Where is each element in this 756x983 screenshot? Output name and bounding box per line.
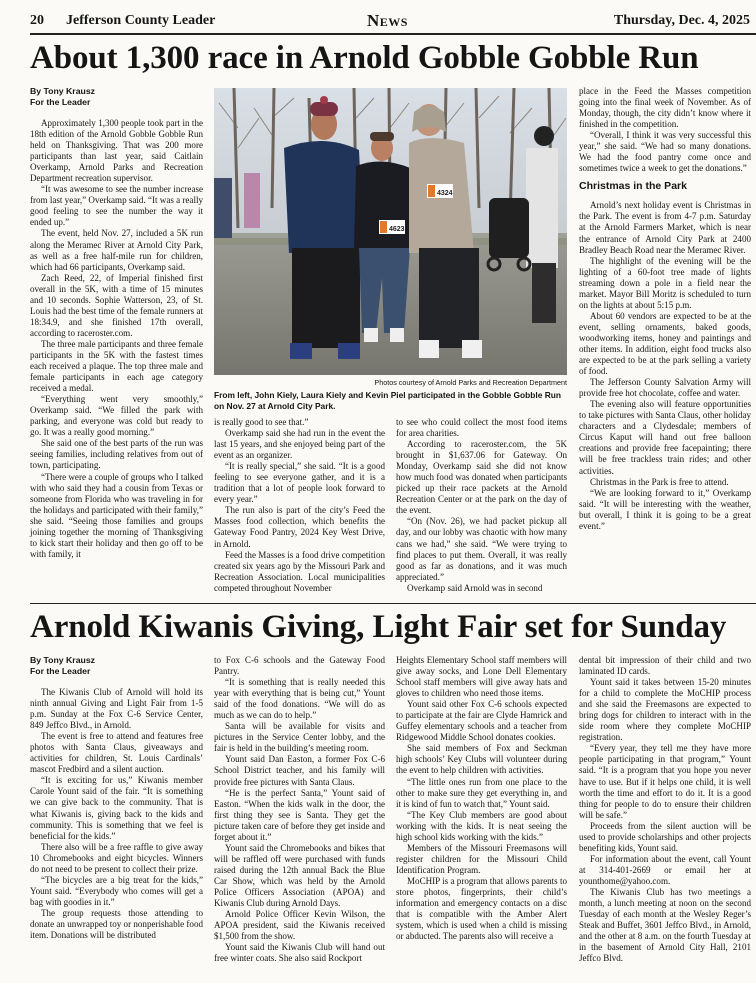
story1-byline: [30, 86, 203, 108]
story2-paragraph: For information about the event, call Yount at 314-401-2669 or email her at younthome@yahoo.com.: [579, 853, 751, 886]
story-divider: [30, 603, 756, 604]
story2-paragraph: Yount said Dan Easton, a former Fox C-6 School District teacher, and his family will provide free pictures with Santa Claus.: [214, 754, 385, 787]
story2-paragraph: Yount said other Fox C-6 schools expected to participate at the fair are Clyde Hamrick and Guffey elementary schools and a teacher from Ridgewood Middle School donates cookies.: [396, 699, 567, 743]
story2-paragraph: Members of the Missouri Freemasons will register children for the Missouri Child Identification Program.: [396, 842, 567, 875]
story1-column-3: [396, 417, 567, 594]
story1-byline-name: By Tony Krausz: [30, 86, 96, 96]
story1-paragraph: According to raceroster.com, the 5K brought in $1,637.06 for Gateway. On Monday, Overkamp said she did not know how much food was donated when participants picked up their race packets at the Arnold Recreation Center or at the park on the day of the event.: [396, 439, 567, 516]
story1-paragraph: “On (Nov. 26), we had packet pickup all day, and our lobby was chaotic with how many cans we had,” she said. “We were trying to find places to put them. Overall, it was really good as far as donations, and it was much appreciated.”: [396, 516, 567, 582]
story1-column-1: [30, 86, 203, 560]
story2-paragraph: “The bicycles are a big treat for the kids,” Yount said. “Everybody who comes will get a bag with goodies in it.”: [30, 874, 203, 907]
story1-paragraph: Zach Reed, 22, of Imperial finished first overall in the 5K, with a time of 15 minutes and 10 seconds. Sophie Watterson, 23, of St. Louis had the best time of the female runners at 18:34.9, and she finished 17th overall, according to raceroster.com.: [30, 272, 203, 338]
story1-headline: About 1,300 race in Arnold Gobble Gobble Run: [30, 40, 699, 76]
story1-paragraph: Christmas in the Park is free to attend.: [590, 476, 729, 487]
story2-paragraph: “It is something that is really needed this year with everything that is being cut,” Yount said of the food donations. “We will do as much as we can do to help.”: [214, 677, 385, 721]
story2-headline: Arnold Kiwanis Giving, Light Fair set for Sunday: [30, 609, 727, 645]
masthead: [0, 0, 756, 34]
story2-column-1: [30, 655, 203, 941]
story2-column-4: [579, 655, 751, 964]
story1-paragraph: Feed the Masses is a food drive competition created six years ago by the Missouri Park and Recreation Association. Local municipalities competed throughout November: [214, 549, 385, 593]
story1-paragraph: Overkamp said she had run in the event the last 15 years, and she enjoyed being part of the event as an organizer.: [214, 428, 385, 461]
story1-subhead: Christmas in the Park: [579, 180, 687, 193]
story2-paragraph: There also will be a free raffle to give away 10 Chromebooks and eight bicycles. Winners do not need to be present to collect their prize.: [30, 841, 203, 874]
story2-column-2: [214, 655, 385, 964]
story2-paragraph: Proceeds from the silent auction will be used to provide scholarships and other projects benefiting kids, Yount said.: [579, 820, 751, 853]
story2-paragraph: Arnold Police Officer Kevin Wilson, the APOA president, said the Kiwanis received $1,500 from the show.: [214, 909, 385, 942]
story2-byline-org: For the Leader: [30, 666, 91, 676]
story2-paragraph: The Kiwanis Club of Arnold will hold its ninth annual Giving and Light Fair from 1-5 p.m. Sunday at the Fox C-6 Service Center, 849 Jeffco Blvd., in Arnold.: [30, 687, 203, 731]
story1-column-4: [579, 86, 751, 532]
story2-paragraph: Yount said the Chromebooks and bikes that will be raffled off were purchased with funds raised during the 12th annual Back the Blue Car Show, which was held by the Arnold Police Officers Association (APOA) and Kiwanis Club during Arnold Days.: [214, 842, 385, 909]
story1-paragraph: She said one of the best parts of the run was seeing families, including relatives from out of town, participating.: [30, 438, 203, 471]
story1-paragraph: place in the Feed the Masses competition going into the final week of November. As of Monday, though, the city didn’t know where it finished in the competition.: [579, 86, 751, 130]
story1-paragraph: About 60 vendors are expected to be at the event, selling ornaments, baked goods, woodworking items, honey and paintings and other items. In addition, eight food trucks also are expected to be at the park selling a variety of food.: [579, 310, 751, 377]
story1-photo-caption: From left, John Kiely, Laura Kiely and Kevin Piel participated in the Gobble Gobble Run on Nov. 27 at Arnold City Park.: [214, 390, 561, 411]
story2-byline-name: By Tony Krausz: [30, 655, 96, 665]
story2-paragraph: to Fox C-6 schools and the Gateway Food Pantry.: [214, 655, 385, 677]
story1-paragraph: The run also is part of the city’s Feed the Masses food collection, which benefits the Gateway Food Pantry, 2024 Key West Drive, in Arnold.: [214, 505, 385, 549]
story1-paragraph: “It was awesome to see the number increase from last year,” Overkamp said. “It was a really good feeling to see the number the way it ended up.”: [30, 184, 203, 228]
story2-paragraph: Yount said it takes between 15-20 minutes for a child to complete the MoCHIP process and she said the Freemasons are expected to bring dogs for children to interact with in the side room where they complete MoCHIP registration.: [579, 677, 751, 743]
story2-paragraph: “The little ones run from one place to the other to make sure they get everything in, and it is kind of fun to watch that,” Yount said.: [396, 776, 567, 809]
story1-column-2: [214, 417, 385, 594]
story1-paragraph: “Overall, I think it was very successful this year,” she said. “We had so many donations. We had the food pantry come once and sometimes twice a week to get the donations.”: [579, 130, 751, 174]
story1-photo-credit: Photos courtesy of Arnold Parks and Recreation Department: [374, 378, 567, 387]
story1-paragraph: Overkamp said Arnold was in second: [407, 582, 543, 593]
bib-number-kevin: 4324: [437, 190, 453, 197]
page-number: 20: [30, 13, 44, 28]
story1-paragraph: The highlight of the evening will be the lighting of a 60-foot tree made of lights streaming down a pole in a field near the market. Mayor Bill Moritz is scheduled to turn on the lights at about 5:15 p.m.: [579, 255, 751, 310]
story1-byline-org: For the Leader: [30, 97, 91, 107]
story2-paragraph: “He is the perfect Santa,” Yount said of Easton. “When the kids walk in the door, the first thing they see is Santa. They get the picture taken care of before they get inside and forget about it.”: [214, 787, 385, 842]
story1-paragraph: “We are looking forward to it,” Overkamp said. “It will be interesting with the weather, but overall, I think it is going to be a great event.”: [579, 487, 751, 531]
story2-paragraph: dental bit impression of their child and two laminated ID cards.: [579, 655, 751, 677]
story2-paragraph: Heights Elementary School staff members will give away socks, and Lone Dell Elementary School staff members will give away hats and gloves to children who need those items.: [396, 655, 567, 699]
story1-paragraph: “It is really special,” she said. “It is a good feeling to see everyone gather, and it is a tradition that a lot of people look forward to every year.”: [214, 461, 385, 505]
bib-number-laura: 4623: [389, 226, 405, 233]
story2-paragraph: Santa will be available for visits and pictures in the Service Center lobby, and the fair is held in the building’s meeting room.: [214, 721, 385, 754]
story1-paragraph: The evening also will feature opportunities to take pictures with Santa Claus, other holiday characters and a Clydesdale; members of Circus Kaput will hand out free balloon creations and provide free facepainting; there will be free trackless train rides; and other activities.: [579, 399, 751, 476]
story1-paragraph: is really good to see that.”: [214, 417, 309, 427]
story2-paragraph: MoCHIP is a program that allows parents to store photos, fingerprints, their child’s information and emergency contacts on a disc that is compatible with the Amber Alert system, which is used when a child is missing or abducted. The parents also will receive a: [396, 875, 567, 942]
story1-paragraph: The three male participants and three female participants in the 5K with the fastest times each received a plaque. The top three male and female participants in each age category received a medal.: [30, 338, 203, 394]
publication-name: Jefferson County Leader: [66, 13, 216, 28]
story2-column-3: [396, 655, 567, 942]
story1-paragraph: “There were a couple of groups who I talked with who said they had a cousin from Texas or someone from Florida who was traveling in for the holidays and participated with their family,” she said. “Seeing those families and groups joining together the morning of Thanksgiving to kick start their holiday and then go off to be with family, it: [30, 471, 204, 559]
story1-paragraph: “Everything went very smoothly,” Overkamp said. “We filled the park with parking, and everyone was cold but ready to go. It was a really good morning.”: [30, 394, 203, 438]
story2-byline: [30, 655, 203, 677]
story2-paragraph: “It is exciting for us,” Kiwanis member Carole Yount said of the fair. “It is something we can give back to the community. That is what Kiwanis is, giving back to the kids and community. This is something that we feel is beneficial for the kids.”: [30, 775, 203, 841]
story1-paragraph: The Jefferson County Salvation Army will provide free hot chocolate, coffee and water.: [579, 377, 751, 399]
story2-paragraph: Yount said the Kiwanis Club will hand out free winter coats. She also said Rockport: [214, 942, 385, 964]
story1-paragraph: Approximately 1,300 people took part in the 18th edition of the Arnold Gobble Gobble Run held on Thanksgiving. That was 200 more participants than last year, said Caitlain Overkamp, Arnold Parks and Recreation Department recreation supervisor.: [30, 118, 203, 184]
story2-paragraph: “The Key Club members are good about working with the kids. It is neat seeing the high school kids working with the kids.”: [396, 809, 567, 842]
story1-paragraph: Arnold’s next holiday event is Christmas in the Park. The event is from 4-7 p.m. Saturday at the Arnold Farmers Market, which is near the entrance of Arnold City Park at 2400 Bradley Beach Road near the Meramec River.: [579, 200, 751, 255]
story1-paragraph: to see who could collect the most food items for area charities.: [396, 417, 567, 439]
story1-paragraph: The event, held Nov. 27, included a 5K run along the Meramec River at Arnold City Park, as well as a free half-mile run for children, which had 66 participants, Overkamp said.: [30, 228, 203, 272]
story2-paragraph: The event is free to attend and features free photos with Santa Claus, giveaways and activities for children, St. Louis Cardinals’ mascot Fredbird and a silent auction.: [30, 731, 203, 775]
story2-paragraph: “Every year, they tell me they have more people participating in that program,” Yount said. “It is a program that you hope you never have to use. But if it helps one child, it is well worth the time and effort to do it. It is a good thing for people to do to ensure their children will be safe.”: [579, 743, 751, 820]
story2-paragraph: The Kiwanis Club has two meetings a month, a lunch meeting at noon on the second Tuesday of each month at the Wesley Reger’s Steak and Buffet, 3601 Jeffco Blvd., in Arnold, and the other at 8 a.m. on the fourth Tuesday at in the basement of Arnold City Hall, 2101 Jeffco Blvd.: [579, 886, 751, 964]
story1-photo: [214, 88, 567, 375]
story2-paragraph: The group requests those attending to donate an unwrapped toy or nonperishable food item. Donations will be distributed: [30, 907, 203, 941]
section-name: News: [367, 11, 408, 30]
issue-date: Thursday, Dec. 4, 2025: [613, 13, 750, 28]
masthead-rule: [30, 33, 756, 35]
story2-paragraph: She said members of Fox and Seckman high schools’ Key Clubs will volunteer during the event to help children with activities.: [396, 743, 567, 776]
race-photo-image: [214, 88, 567, 375]
